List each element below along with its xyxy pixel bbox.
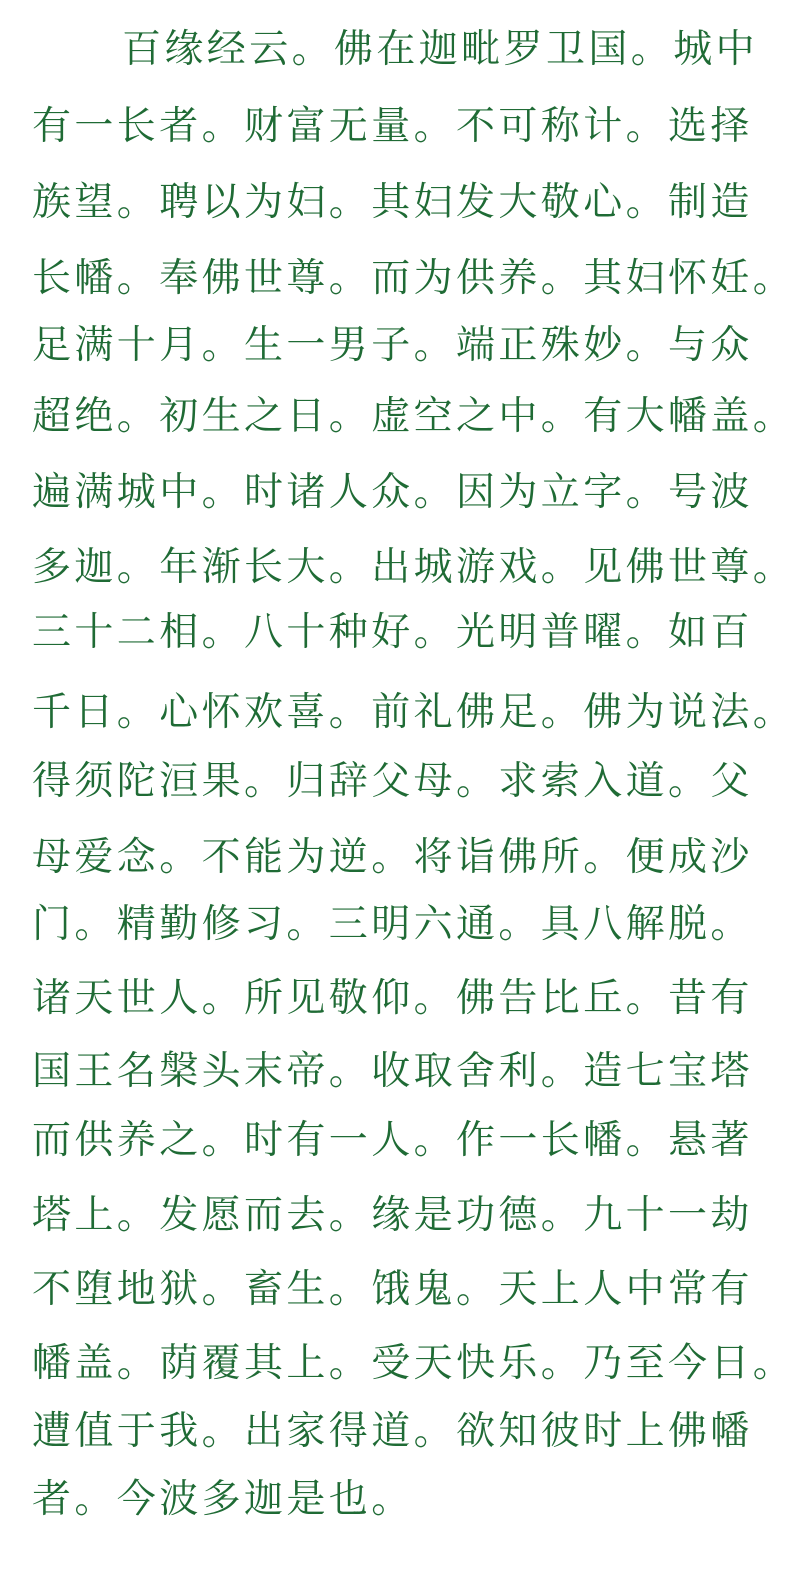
text-line: 得须陀洹果。归辞父母。求索入道。父 [32, 759, 753, 804]
text-line: 三十二相。八十种好。光明普曜。如百 [32, 610, 753, 655]
text-line: 不堕地狱。畜生。饿鬼。天上人中常有 [32, 1267, 753, 1312]
text-line: 有一长者。财富无量。不可称计。选择 [32, 104, 753, 149]
text-line: 足满十月。生一男子。端正殊妙。与众 [32, 323, 753, 368]
text-line: 塔上。发愿而去。缘是功德。九十一劫 [32, 1193, 753, 1238]
text-line: 族望。聘以为妇。其妇发大敬心。制造 [32, 180, 753, 225]
text-line: 母爱念。不能为逆。将诣佛所。便成沙 [32, 835, 753, 880]
text-line: 超绝。初生之日。虚空之中。有大幡盖。 [32, 394, 796, 439]
text-line: 门。精勤修习。三明六通。具八解脱。 [32, 902, 753, 947]
text-line: 国王名槃头末帝。收取舍利。造七宝塔 [32, 1049, 753, 1094]
text-line: 者。今波多迦是也。 [32, 1477, 414, 1522]
text-line: 千日。心怀欢喜。前礼佛足。佛为说法。 [32, 690, 796, 735]
text-line: 诸天世人。所见敬仰。佛告比丘。昔有 [32, 976, 753, 1021]
text-line: 百缘经云。佛在迦毗罗卫国。城中 [122, 27, 759, 72]
text-line: 幡盖。荫覆其上。受天快乐。乃至今日。 [32, 1341, 796, 1386]
text-line: 遭值于我。出家得道。欲知彼时上佛幡 [32, 1409, 753, 1454]
text-line: 而供养之。时有一人。作一长幡。悬著 [32, 1118, 753, 1163]
text-line: 遍满城中。时诸人众。因为立字。号波 [32, 470, 753, 515]
text-line: 多迦。年渐长大。出城游戏。见佛世尊。 [32, 545, 796, 590]
text-line: 长幡。奉佛世尊。而为供养。其妇怀妊。 [32, 256, 796, 301]
